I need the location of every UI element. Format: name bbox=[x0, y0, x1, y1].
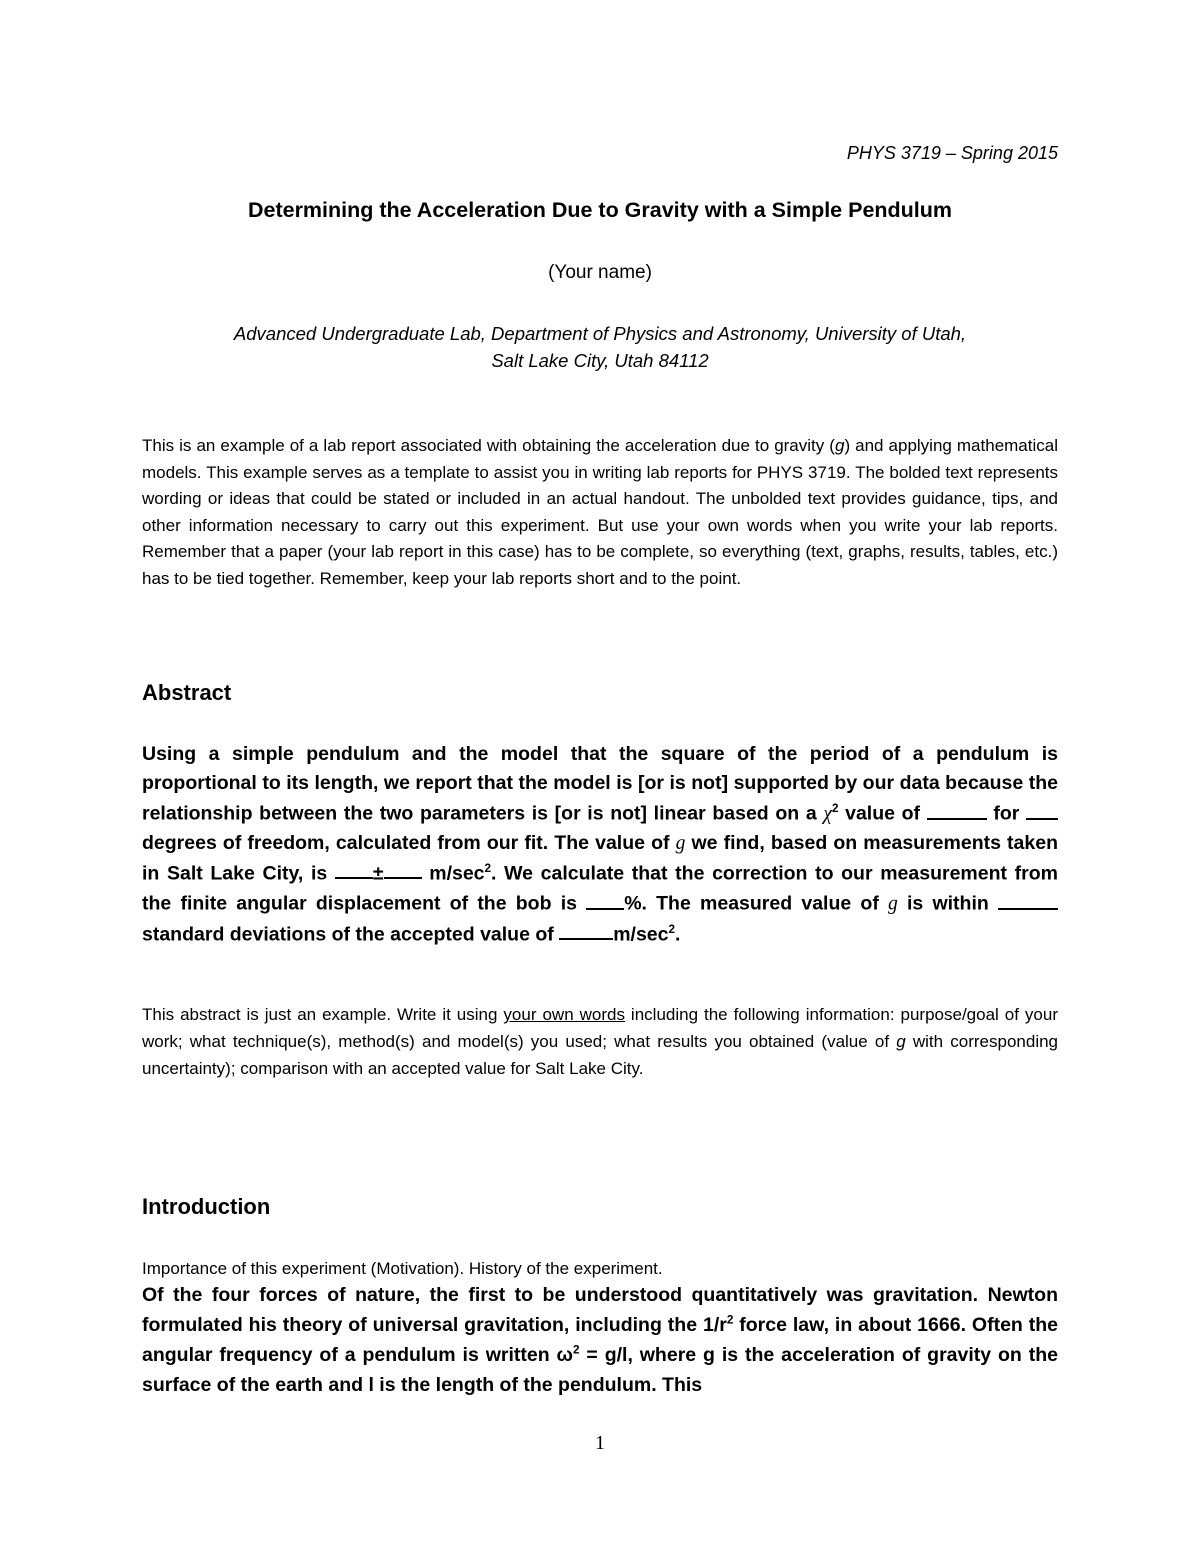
abstract-heading: Abstract bbox=[142, 680, 232, 705]
abstract-text: m/sec bbox=[613, 923, 669, 945]
document-title: Determining the Acceleration Due to Gravity with a Simple Pendulum bbox=[247, 198, 953, 222]
intro-text: force law, in about 1666. Often the angular frequency of a pendulum is written ω bbox=[142, 1314, 1058, 1366]
blank-dof bbox=[1026, 798, 1058, 820]
guidance-text: with corresponding uncertainty); comparison with an accepted value for Salt Lake City. bbox=[142, 1032, 1059, 1078]
superscript: 2 bbox=[668, 922, 675, 936]
abstract-paragraph bbox=[142, 740, 1058, 949]
abstract-text: . bbox=[675, 923, 681, 945]
abstract-text: m/sec bbox=[421, 862, 485, 884]
emphasis-own-words: your own words bbox=[503, 1005, 625, 1024]
plus-minus: ± bbox=[372, 862, 384, 884]
blank-accepted-value bbox=[559, 919, 613, 941]
superscript: 2 bbox=[573, 1343, 580, 1357]
introduction-paragraph bbox=[142, 1280, 1058, 1400]
blank-std-dev bbox=[998, 888, 1058, 910]
abstract-text: Using a simple pendulum and the model that the square of the period of a pendulum is proportional to its length, we report that the model is [or is not] supported by our data because the relationship between the two parameters is [or is not] linear based on a bbox=[142, 743, 1058, 825]
abstract-text: degrees of freedom, calculated from our fit. The value of bbox=[142, 831, 676, 854]
author-placeholder: (Your name) bbox=[548, 262, 652, 283]
template-guidance-paragraph bbox=[142, 433, 1058, 592]
abstract-guidance-paragraph bbox=[142, 1001, 1058, 1082]
guidance-text: This abstract is just an example. Write it using bbox=[142, 1005, 504, 1024]
abstract-text: %. The measured value of bbox=[624, 892, 889, 915]
symbol-chi: χ bbox=[823, 803, 832, 825]
abstract-text: value of bbox=[838, 802, 927, 825]
affiliation-line-1: Advanced Undergraduate Lab, Department of Physics and Astronomy, University of Utah, bbox=[233, 323, 967, 344]
abstract-text: standard deviations of the accepted value of bbox=[142, 923, 560, 945]
abstract-text: for bbox=[986, 802, 1026, 825]
symbol-g: g bbox=[896, 1032, 906, 1051]
blank-correction bbox=[586, 888, 624, 910]
page-number: 1 bbox=[595, 1432, 605, 1454]
course-header: PHYS 3719 – Spring 2015 bbox=[846, 143, 1058, 163]
intro-text: Of the four forces of nature, the first to be understood quantitatively was gravitation. Newton formulated his theory of universal gravitation, including the 1/r bbox=[142, 1284, 1058, 1336]
intro-text: = g/l, where g is the acceleration of gravity on the surface of the earth and l is the length of the pendulum. This bbox=[142, 1344, 1058, 1396]
superscript: 2 bbox=[831, 802, 839, 815]
blank-g-uncertainty bbox=[384, 858, 422, 880]
abstract-text: we find, based on measurements taken in Salt Lake City, is bbox=[142, 831, 1058, 884]
blank-g-value bbox=[335, 858, 373, 880]
introduction-heading: Introduction bbox=[142, 1194, 271, 1219]
superscript: 2 bbox=[484, 861, 492, 875]
affiliation bbox=[0, 320, 1200, 374]
abstract-text: is within bbox=[897, 892, 998, 915]
symbol-g: g bbox=[675, 832, 686, 854]
blank-chi-value bbox=[927, 798, 987, 820]
affiliation-line-2: Salt Lake City, Utah 84112 bbox=[491, 350, 709, 371]
motivation-note: Importance of this experiment (Motivation). History of the experiment. bbox=[142, 1259, 663, 1278]
guidance-text: This is an example of a lab report associated with obtaining the acceleration due to gravity ( bbox=[142, 436, 835, 455]
guidance-text: ) and applying mathematical models. This example serves as a template to assist you in writing lab reports for PHYS 3719. The bolded text represents wording or ideas that could be stated or included in an actual handout. The unbolded text provides guidance, tips, and other information necessary to carry out this experiment. But use your own words when you write your lab reports. Remember that a paper (your lab report in this case) has to be complete, so everything (text, graphs, results, tables, etc.) has to be tied together. Remember, keep your lab reports short and to the point. bbox=[142, 436, 1058, 588]
symbol-g: g bbox=[888, 893, 898, 915]
guidance-text: including the following information: purpose/goal of your work; what technique(s), method(s) and model(s) you used; what results you obtained (value of bbox=[142, 1005, 1058, 1051]
superscript: 2 bbox=[726, 1313, 734, 1327]
symbol-g: g bbox=[834, 436, 845, 455]
abstract-text: . We calculate that the correction to our measurement from the finite angular displacement of the bob is bbox=[142, 862, 1058, 915]
